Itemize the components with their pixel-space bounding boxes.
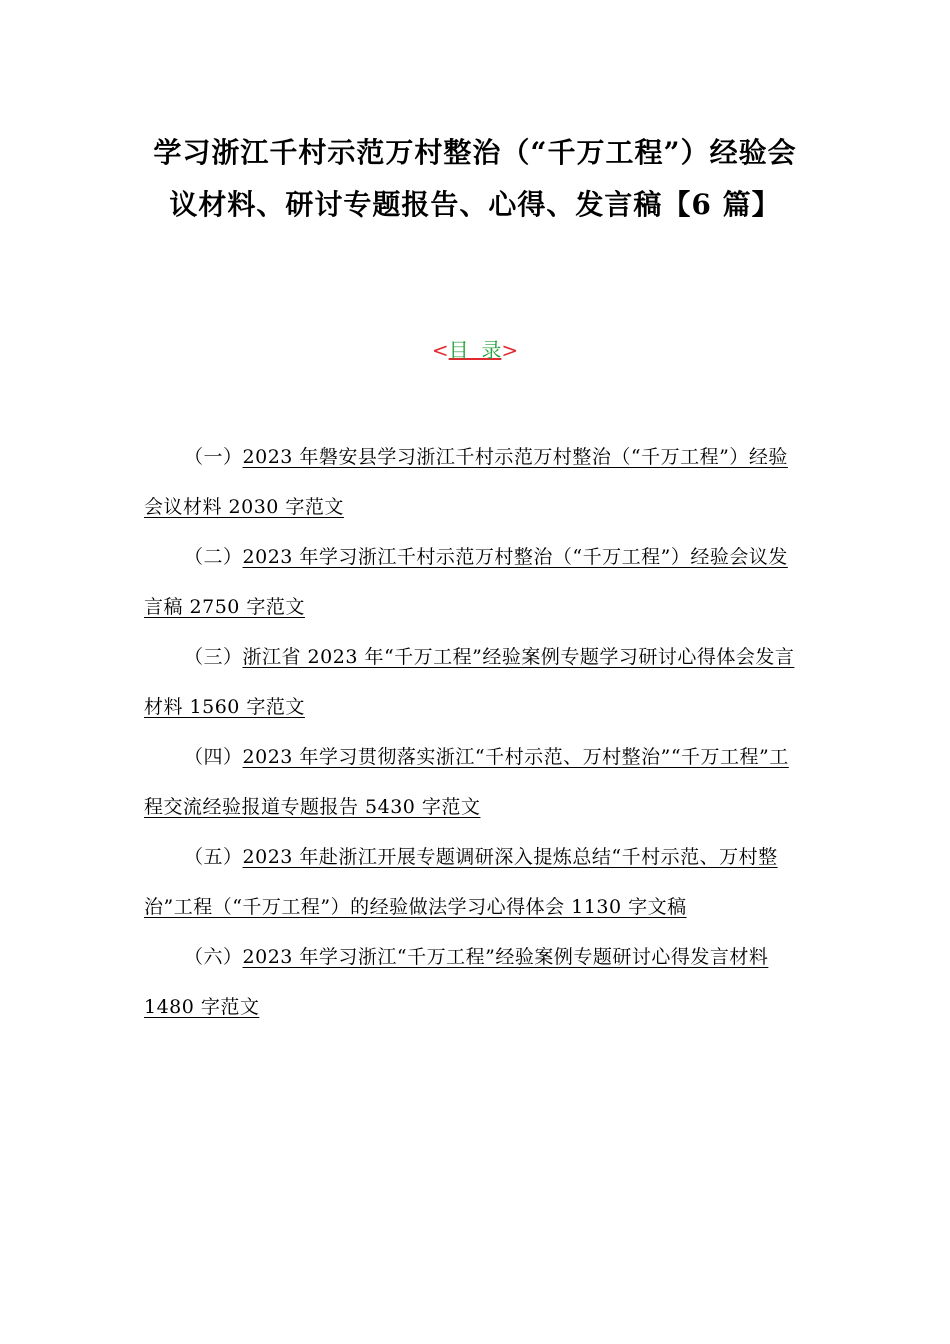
document-title xyxy=(100,127,850,231)
table-of-contents xyxy=(144,432,804,1032)
toc-item-number: （一） xyxy=(184,446,243,468)
toc-link-1[interactable]: 2023 年磐安县学习浙江千村示范万村整治（“千万工程”）经验会议材料 2030 字范文 xyxy=(144,446,788,518)
toc-item-number: （四） xyxy=(184,746,243,768)
toc-item-number: （二） xyxy=(184,546,243,568)
toc-link-2[interactable]: 2023 年学习浙江千村示范万村整治（“千万工程”）经验会议发言稿 2750 字范文 xyxy=(144,546,788,618)
toc-item-4 xyxy=(144,732,804,832)
toc-heading[interactable] xyxy=(0,336,950,364)
toc-item-number: （五） xyxy=(184,846,243,868)
toc-item-number: （三） xyxy=(184,646,243,668)
toc-link-5[interactable]: 2023 年赴浙江开展专题调研深入提炼总结“千村示范、万村整治”工程（“千万工程”）的经验做法学习心得体会 1130 字文稿 xyxy=(144,846,778,918)
toc-link-4[interactable]: 2023 年学习贯彻落实浙江“千村示范、万村整治”“千万工程”工程交流经验报道专题报告 5430 字范文 xyxy=(144,746,789,818)
toc-item-2 xyxy=(144,532,804,632)
toc-item-5 xyxy=(144,832,804,932)
toc-heading-label[interactable]: 目 录 xyxy=(448,338,502,362)
title-line-2: 议材料、研讨专题报告、心得、发言稿【6 篇】 xyxy=(169,188,781,221)
toc-link-6[interactable]: 2023 年学习浙江“千万工程”经验案例专题研讨心得发言材料 1480 字范文 xyxy=(144,946,769,1018)
title-line-1: 学习浙江千村示范万村整治（“千万工程”）经验会 xyxy=(153,136,797,169)
toc-item-3 xyxy=(144,632,804,732)
toc-item-1 xyxy=(144,432,804,532)
toc-heading-left-bracket: < xyxy=(431,338,449,362)
toc-item-6 xyxy=(144,932,804,1032)
toc-heading-right-bracket: > xyxy=(501,338,519,362)
toc-item-number: （六） xyxy=(184,946,243,968)
toc-link-3[interactable]: 浙江省 2023 年“千万工程”经验案例专题学习研讨心得体会发言材料 1560 字范文 xyxy=(144,646,795,718)
